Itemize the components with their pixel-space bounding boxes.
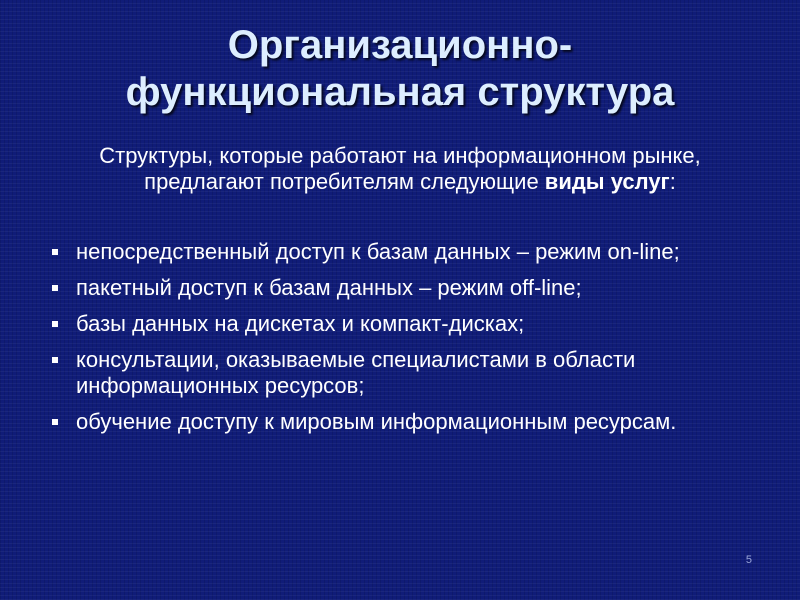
bullet-text: обучение доступу к мировым информационным ресурсам. xyxy=(76,408,677,434)
bullet-item xyxy=(50,275,750,301)
bullet-item xyxy=(50,239,750,265)
square-bullet-icon xyxy=(52,357,58,363)
slide-title xyxy=(0,22,800,116)
bullet-item xyxy=(50,311,750,337)
bullet-text: пакетный доступ к базам данных – режим off-line; xyxy=(76,275,582,300)
intro-paragraph xyxy=(60,143,740,194)
bullet-list xyxy=(50,239,750,445)
bullet-text: непосредственный доступ к базам данных – режим on-line; xyxy=(76,239,680,264)
bullet-text: базы данных на дискетах и компакт-дисках; xyxy=(76,311,525,336)
bullet-text: консультации, оказываемые специалистами в области информационных ресурсов; xyxy=(76,347,636,398)
intro-text-end: : xyxy=(669,168,676,194)
slide-title-line-2: функциональная структура xyxy=(125,70,675,114)
intro-text: Структуры, которые работают на информационном рынке, предлагают потребителям следующие xyxy=(99,143,701,194)
bullet-item xyxy=(50,347,750,398)
square-bullet-icon xyxy=(52,419,58,425)
square-bullet-icon xyxy=(52,285,58,291)
bullet-item xyxy=(50,409,750,435)
slide-title-line-1: Организационно- xyxy=(227,23,573,67)
square-bullet-icon xyxy=(52,321,58,327)
page-number: 5 xyxy=(745,554,752,566)
square-bullet-icon xyxy=(52,249,58,255)
intro-bold-text: виды услуг xyxy=(544,168,670,194)
